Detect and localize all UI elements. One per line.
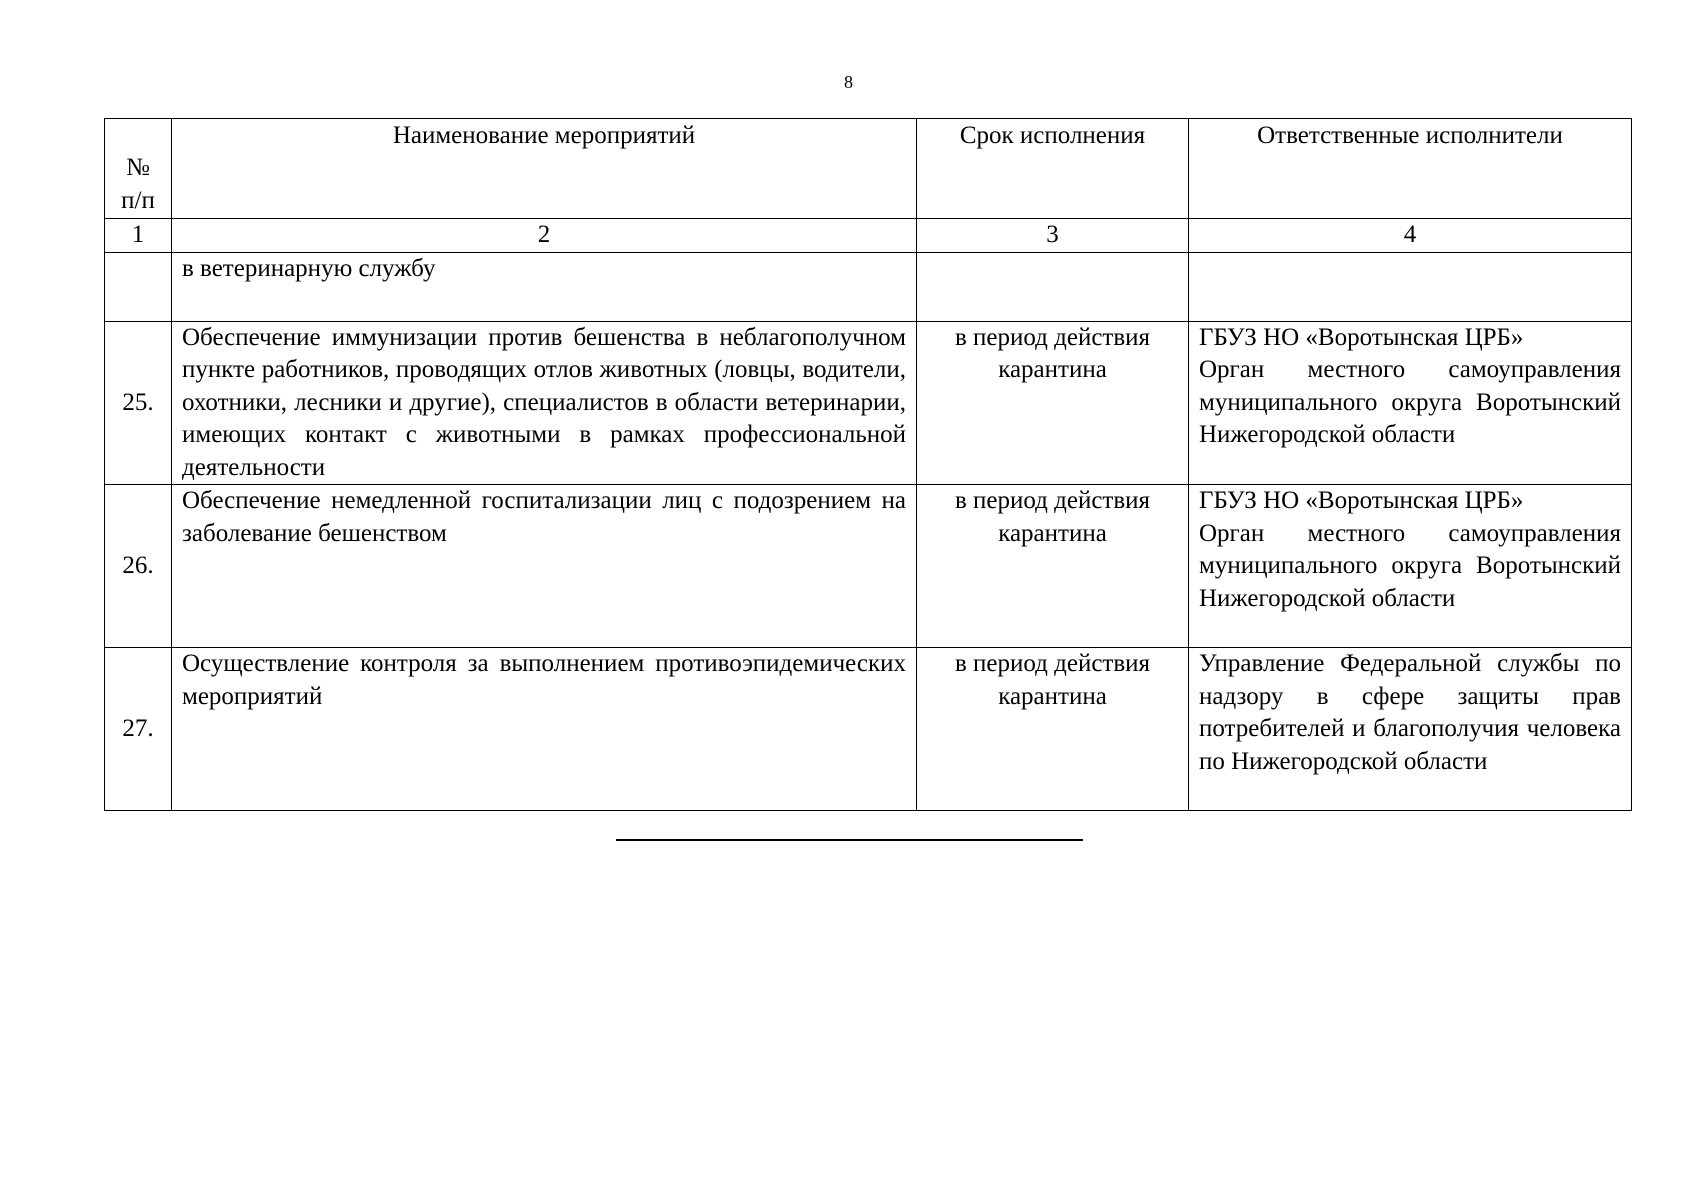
row-number: 26.	[105, 485, 172, 648]
header-number-sign: №	[126, 154, 150, 181]
continuation-responsible-cell	[1189, 252, 1632, 321]
header-number-abbr: п/п	[121, 186, 155, 214]
continuation-term-cell	[917, 252, 1189, 321]
row-activity-name: Обеспечение иммунизации против бешенства в неблагополучном пункте работников, проводящих отлов животных (ловцы, водители, охотники, лесники и другие), специалистов в области ветеринарии, имеющих контакт с животными в рамках профессиональной деятельности	[172, 321, 917, 485]
header-responsible: Ответственные исполнители	[1189, 119, 1632, 219]
responsible-entity: Орган местного самоуправления муниципального округа Воротынский Нижегородской области	[1199, 519, 1621, 612]
action-plan-table	[104, 118, 1632, 811]
row-responsible	[1189, 321, 1632, 485]
column-index-2: 2	[172, 219, 917, 253]
continuation-row	[105, 252, 1632, 321]
row-responsible	[1189, 648, 1632, 811]
column-index-1: 1	[105, 219, 172, 253]
column-index-3: 3	[917, 219, 1189, 253]
row-number: 25.	[105, 321, 172, 485]
continuation-num-cell	[105, 252, 172, 321]
closing-rule	[616, 839, 1083, 841]
table-row	[105, 648, 1632, 811]
table-header-row	[105, 119, 1632, 219]
row-term: в период действия карантина	[917, 485, 1189, 648]
row-term: в период действия карантина	[917, 648, 1189, 811]
table-row	[105, 485, 1632, 648]
row-activity-name: Осуществление контроля за выполнением противоэпидемических мероприятий	[172, 648, 917, 811]
responsible-entity: Управление Федеральной службы по надзору в сфере защиты прав потребителей и благополучия человека по Нижегородской области	[1199, 650, 1621, 775]
page-number: 8	[844, 72, 853, 92]
row-activity-name: Обеспечение немедленной госпитализации лиц с подозрением на заболевание бешенством	[172, 485, 917, 648]
responsible-entity: ГБУЗ НО «Воротынская ЦРБ»	[1199, 323, 1524, 351]
header-term: Срок исполнения	[917, 119, 1189, 219]
header-number	[105, 119, 172, 219]
header-activity-name: Наименование мероприятий	[172, 119, 917, 219]
responsible-entity: Орган местного самоуправления муниципального округа Воротынский Нижегородской области	[1199, 356, 1621, 448]
table-row	[105, 321, 1632, 485]
row-responsible	[1189, 485, 1632, 648]
row-term: в период действия карантина	[917, 321, 1189, 485]
row-number: 27.	[105, 648, 172, 811]
continuation-activity-name: в ветеринарную службу	[172, 252, 917, 321]
column-index-row	[105, 219, 1632, 253]
responsible-entity: ГБУЗ НО «Воротынская ЦРБ»	[1199, 487, 1524, 514]
column-index-4: 4	[1189, 219, 1632, 253]
